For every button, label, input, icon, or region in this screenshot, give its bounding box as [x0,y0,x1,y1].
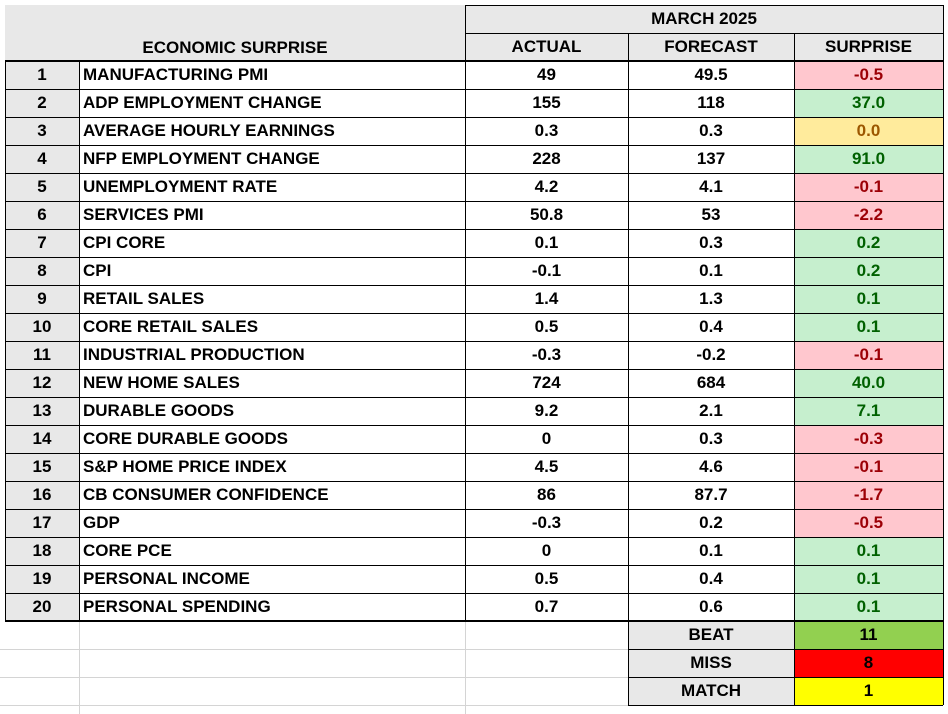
row-number-cell[interactable] [5,453,79,481]
row-number-cell[interactable] [5,145,79,173]
indicator-name-text: INDUSTRIAL PRODUCTION [83,345,305,364]
surprise-cell[interactable] [794,201,943,229]
summary-value-miss[interactable]: 8 [794,649,943,677]
forecast-text: 137 [696,149,726,168]
surprise-text: -2.2 [853,205,884,224]
forecast-cell[interactable] [628,341,794,369]
indicator-name-cell[interactable] [79,509,465,537]
forecast-cell[interactable] [628,565,794,593]
row-number-text: 3 [37,121,47,140]
indicator-name-cell[interactable] [79,173,465,201]
surprise-cell[interactable] [794,565,943,593]
row-border [5,397,943,398]
indicator-name-cell[interactable] [79,369,465,397]
surprise-cell[interactable] [794,61,943,89]
row-border [5,537,943,538]
actual-cell[interactable] [465,509,628,537]
actual-text: 0.1 [534,233,559,252]
row-number-cell[interactable] [5,369,79,397]
actual-cell[interactable] [465,201,628,229]
actual-text: 4.5 [534,457,559,476]
indicator-name-cell[interactable] [79,117,465,145]
actual-text: 724 [532,373,561,392]
table-border [79,61,80,621]
actual-cell[interactable] [465,593,628,621]
indicator-name-text: ADP EMPLOYMENT CHANGE [83,93,322,112]
surprise-text: -0.5 [853,65,884,84]
indicator-name-text: S&P HOME PRICE INDEX [83,457,287,476]
summary-label-match[interactable]: MATCH [628,677,794,705]
actual-cell[interactable] [465,257,628,285]
row-border [5,593,943,594]
row-number-text: 8 [37,261,47,280]
row-border [5,341,943,342]
surprise-cell[interactable] [794,341,943,369]
row-number-text: 13 [32,401,52,420]
surprise-text: 0.1 [856,569,881,588]
row-number-cell[interactable] [5,537,79,565]
row-border [5,425,943,426]
surprise-cell[interactable] [794,229,943,257]
indicator-name-cell[interactable] [79,257,465,285]
forecast-text: 0.3 [699,233,723,252]
summary-value-match[interactable]: 1 [794,677,943,705]
surprise-text: 0.1 [856,597,881,616]
indicator-name-text: NFP EMPLOYMENT CHANGE [83,149,320,168]
indicator-name-text: MANUFACTURING PMI [83,65,269,84]
row-number-text: 10 [32,317,52,336]
surprise-text: 7.1 [856,401,881,420]
actual-text: 1.4 [534,289,559,308]
table-border [465,5,466,621]
surprise-cell[interactable] [794,509,943,537]
forecast-cell[interactable] [628,257,794,285]
sheet-gridline [0,649,628,650]
forecast-cell[interactable] [628,145,794,173]
forecast-cell[interactable] [628,481,794,509]
row-number-cell[interactable] [5,481,79,509]
forecast-text: 87.7 [694,485,728,504]
indicator-name-text: CORE PCE [83,541,172,560]
row-number-cell[interactable] [5,509,79,537]
forecast-cell[interactable] [628,313,794,341]
actual-column-header[interactable]: ACTUAL [465,33,628,61]
forecast-column-header[interactable]: FORECAST [628,33,794,61]
surprise-cell[interactable] [794,481,943,509]
surprise-text: 0.1 [856,541,881,560]
forecast-text: 0.3 [699,121,723,140]
indicator-name-cell[interactable] [79,593,465,621]
table-title: ECONOMIC SURPRISE [142,38,328,57]
forecast-cell[interactable] [628,453,794,481]
indicator-name-cell[interactable] [79,145,465,173]
row-number-cell[interactable] [5,173,79,201]
row-border [5,313,943,314]
sheet-gridline [0,677,628,678]
actual-text: 4.2 [534,177,559,196]
row-number-text: 11 [33,345,51,364]
month-label: MARCH 2025 [651,9,757,28]
forecast-cell[interactable] [628,229,794,257]
row-number-cell[interactable] [5,229,79,257]
actual-text: 9.2 [534,401,559,420]
surprise-text: -0.1 [853,345,884,364]
indicator-name-text: GDP [83,513,120,532]
row-border [5,89,943,90]
row-border [5,229,943,230]
actual-cell[interactable] [465,117,628,145]
sheet-gridline [0,705,628,706]
indicator-name-cell[interactable] [79,453,465,481]
actual-text: 49 [537,65,556,84]
surprise-cell[interactable] [794,145,943,173]
surprise-text: 40.0 [851,373,886,392]
forecast-cell[interactable] [628,593,794,621]
forecast-cell[interactable] [628,117,794,145]
forecast-cell[interactable] [628,425,794,453]
row-number-text: 16 [32,485,52,504]
indicator-name-cell[interactable] [79,229,465,257]
sheet-gridline [465,621,466,714]
indicator-name-cell[interactable] [79,201,465,229]
indicator-name-text: PERSONAL SPENDING [83,597,271,616]
forecast-cell[interactable] [628,397,794,425]
row-number-text: 5 [37,177,47,196]
row-border [5,509,943,510]
forecast-text: -0.2 [696,345,726,364]
row-number-cell[interactable] [5,61,79,89]
table-border [5,621,943,622]
summary-border [628,677,943,678]
forecast-text: 1.3 [699,289,723,308]
surprise-text: 91.0 [851,149,886,168]
row-border [5,369,943,370]
indicator-name-text: PERSONAL INCOME [83,569,250,588]
indicator-name-text: NEW HOME SALES [83,373,240,392]
actual-cell[interactable] [465,537,628,565]
surprise-text: 0.1 [856,289,881,308]
actual-text: 0.5 [534,317,559,336]
surprise-cell[interactable] [794,537,943,565]
surprise-text: 0.2 [856,261,881,280]
surprise-cell[interactable] [794,397,943,425]
indicator-name-text: CORE RETAIL SALES [83,317,259,336]
actual-cell[interactable] [465,369,628,397]
forecast-text: 4.6 [699,457,723,476]
surprise-cell[interactable] [794,117,943,145]
actual-text: 0.7 [534,597,559,616]
row-number-text: 18 [32,541,52,560]
table-border [5,61,6,621]
actual-text: -0.3 [531,513,562,532]
surprise-cell[interactable] [794,425,943,453]
row-border [5,453,943,454]
title-header-cell[interactable] [5,5,465,61]
indicator-name-cell[interactable] [79,425,465,453]
row-number-cell[interactable] [5,341,79,369]
forecast-text: 2.1 [699,401,723,420]
forecast-text: 49.5 [694,65,728,84]
forecast-cell[interactable] [628,173,794,201]
actual-text: 0 [541,429,552,448]
row-border [5,201,943,202]
row-number-text: 17 [32,513,52,532]
row-border [5,173,943,174]
actual-text: 155 [532,93,561,112]
indicator-name-text: SERVICES PMI [83,205,204,224]
summary-label-beat[interactable]: BEAT [628,621,794,649]
row-border [5,285,943,286]
forecast-text: 53 [701,205,721,224]
surprise-column-header[interactable]: SURPRISE [794,33,943,61]
indicator-name-text: CPI [83,261,112,280]
row-number-text: 19 [32,569,52,588]
indicator-name-cell[interactable] [79,481,465,509]
table-border [465,5,943,6]
forecast-cell[interactable] [628,285,794,313]
summary-border [628,649,943,650]
forecast-cell[interactable] [628,537,794,565]
row-number-text: 15 [32,457,52,476]
indicator-name-text: UNEMPLOYMENT RATE [83,177,278,196]
indicator-name-text: DURABLE GOODS [83,401,235,420]
actual-cell[interactable] [465,341,628,369]
row-number-cell[interactable] [5,313,79,341]
forecast-cell[interactable] [628,369,794,397]
summary-value-beat[interactable]: 11 [794,621,943,649]
row-number-cell[interactable] [5,117,79,145]
surprise-text: -0.5 [853,513,884,532]
row-number-text: 14 [32,429,52,448]
actual-cell[interactable] [465,453,628,481]
row-number-cell[interactable] [5,257,79,285]
actual-text: 0.3 [534,121,559,140]
actual-cell[interactable] [465,565,628,593]
surprise-text: 0.1 [856,317,881,336]
surprise-text: 0.2 [856,233,881,252]
actual-cell[interactable] [465,313,628,341]
actual-text: 228 [532,149,561,168]
surprise-cell[interactable] [794,89,943,117]
actual-text: -0.1 [531,261,562,280]
actual-cell[interactable] [465,173,628,201]
actual-cell[interactable] [465,481,628,509]
forecast-text: 0.4 [699,569,723,588]
actual-text: 50.8 [529,205,564,224]
row-number-cell[interactable] [5,425,79,453]
row-number-text: 20 [32,597,52,616]
indicator-name-cell[interactable] [79,565,465,593]
row-border [5,481,943,482]
indicator-name-text: CPI CORE [83,233,166,252]
row-number-cell[interactable] [5,397,79,425]
table-border [628,33,629,705]
forecast-text: 0.4 [699,317,723,336]
row-number-text: 4 [37,149,47,168]
sheet-gridline [79,621,80,714]
surprise-text: -0.1 [853,177,884,196]
forecast-cell[interactable] [628,61,794,89]
forecast-text: 0.3 [699,429,723,448]
forecast-text: 0.1 [699,261,723,280]
month-header-cell[interactable] [465,5,943,33]
row-number-text: 2 [37,93,47,112]
surprise-text: -1.7 [853,485,884,504]
indicator-name-cell[interactable] [79,537,465,565]
actual-text: 0 [541,541,552,560]
actual-text: 0.5 [534,569,559,588]
indicator-name-cell[interactable] [79,313,465,341]
actual-cell[interactable] [465,285,628,313]
actual-cell[interactable] [465,145,628,173]
row-number-text: 9 [37,289,47,308]
forecast-cell[interactable] [628,509,794,537]
row-border [5,257,943,258]
indicator-name-cell[interactable] [79,285,465,313]
indicator-name-cell[interactable] [79,397,465,425]
actual-cell[interactable] [465,425,628,453]
actual-text: 86 [537,485,556,504]
row-number-cell[interactable] [5,593,79,621]
surprise-cell[interactable] [794,173,943,201]
surprise-cell[interactable] [794,453,943,481]
row-number-cell[interactable] [5,89,79,117]
row-border [5,117,943,118]
actual-cell[interactable] [465,61,628,89]
actual-text: -0.3 [531,345,562,364]
table-border [5,620,943,621]
actual-cell[interactable] [465,229,628,257]
surprise-cell[interactable] [794,285,943,313]
forecast-cell[interactable] [628,89,794,117]
row-number-cell[interactable] [5,285,79,313]
actual-cell[interactable] [465,89,628,117]
summary-border [628,705,943,706]
indicator-name-cell[interactable] [79,61,465,89]
forecast-text: 0.1 [699,541,723,560]
surprise-cell[interactable] [794,593,943,621]
surprise-cell[interactable] [794,257,943,285]
surprise-cell[interactable] [794,313,943,341]
surprise-text: 37.0 [851,93,886,112]
forecast-text: 4.1 [699,177,723,196]
surprise-text: 0.0 [856,121,881,140]
indicator-name-text: AVERAGE HOURLY EARNINGS [83,121,335,140]
row-number-text: 6 [37,205,47,224]
forecast-text: 684 [696,373,726,392]
table-border [465,33,943,34]
row-number-cell[interactable] [5,565,79,593]
table-border [794,33,795,705]
row-number-text: 7 [37,233,47,252]
forecast-text: 0.2 [699,513,723,532]
indicator-name-cell[interactable] [79,89,465,117]
table-border [5,61,943,62]
row-border [5,565,943,566]
row-number-cell[interactable] [5,201,79,229]
actual-cell[interactable] [465,397,628,425]
forecast-text: 0.6 [699,597,723,616]
indicator-name-text: CORE DURABLE GOODS [83,429,288,448]
surprise-text: -0.1 [853,457,884,476]
forecast-text: 118 [697,93,725,112]
summary-label-miss[interactable]: MISS [628,649,794,677]
row-border [5,145,943,146]
row-number-text: 12 [32,373,52,392]
indicator-name-cell[interactable] [79,341,465,369]
forecast-cell[interactable] [628,201,794,229]
surprise-text: -0.3 [853,429,884,448]
row-number-text: 1 [37,65,47,84]
table-border [943,5,944,705]
indicator-name-text: RETAIL SALES [83,289,205,308]
surprise-cell[interactable] [794,369,943,397]
indicator-name-text: CB CONSUMER CONFIDENCE [83,485,329,504]
